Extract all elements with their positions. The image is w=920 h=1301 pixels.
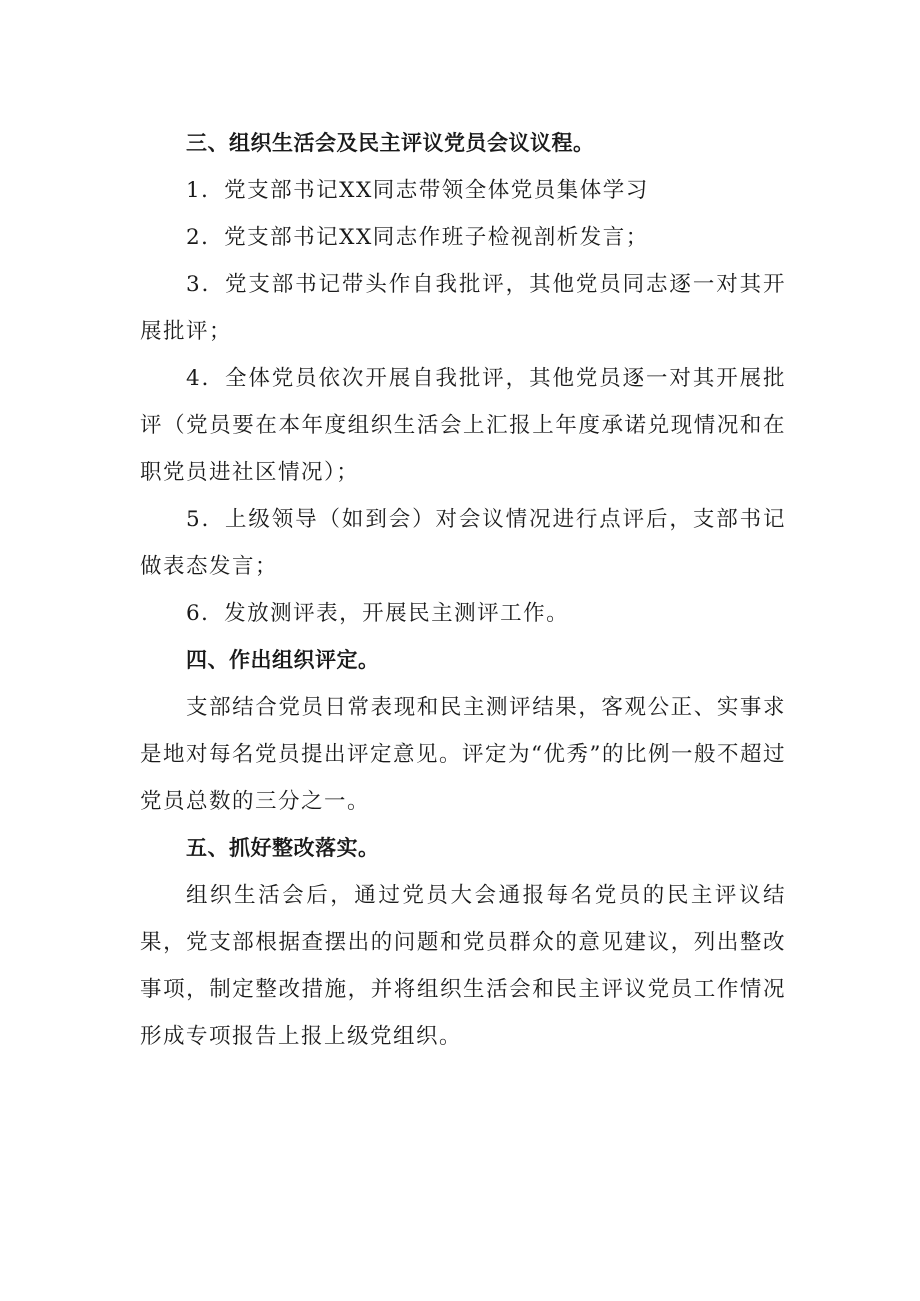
section-5-paragraph: 组织生活会后，通过党员大会通报每名党员的民主评议结果，党支部根据查摆出的问题和党员群众的意见建议，列出整改事项，制定整改措施，并将组织生活会和民主评议党员工作情况形成专项报告上报上级党组织。 [140,883,786,1049]
agenda-item-2: 2．党支部书记XX同志作班子检视剖析发言； [186,225,649,250]
agenda-item-3: 3．党支部书记带头作自我批评，其他党员同志逐一对其开展批评； [140,272,786,344]
section-4-paragraph: 支部结合党员日常表现和民主测评结果，客观公正、实事求是地对每名党员提出评定意见。评定为“优秀”的比例一般不超过党员总数的三分之一。 [140,695,786,814]
document-body [140,120,786,1060]
agenda-item-5: 5．上级领导（如到会）对会议情况进行点评后，支部书记做表态发言； [140,507,786,579]
agenda-item-6: 6．发放测评表，开展民主测评工作。 [186,601,570,626]
section-4-heading: 四、作出组织评定。 [186,648,380,672]
agenda-item-1: 1．党支部书记XX同志带领全体党员集体学习 [186,178,649,203]
section-5-heading: 五、抓好整改落实。 [186,836,380,860]
section-3-heading: 三、组织生活会及民主评议党员会议议程。 [186,131,595,155]
agenda-item-4: 4．全体党员依次开展自我批评，其他党员逐一对其开展批评（党员要在本年度组织生活会上汇报上年度承诺兑现情况和在职党员进社区情况）； [140,366,786,485]
